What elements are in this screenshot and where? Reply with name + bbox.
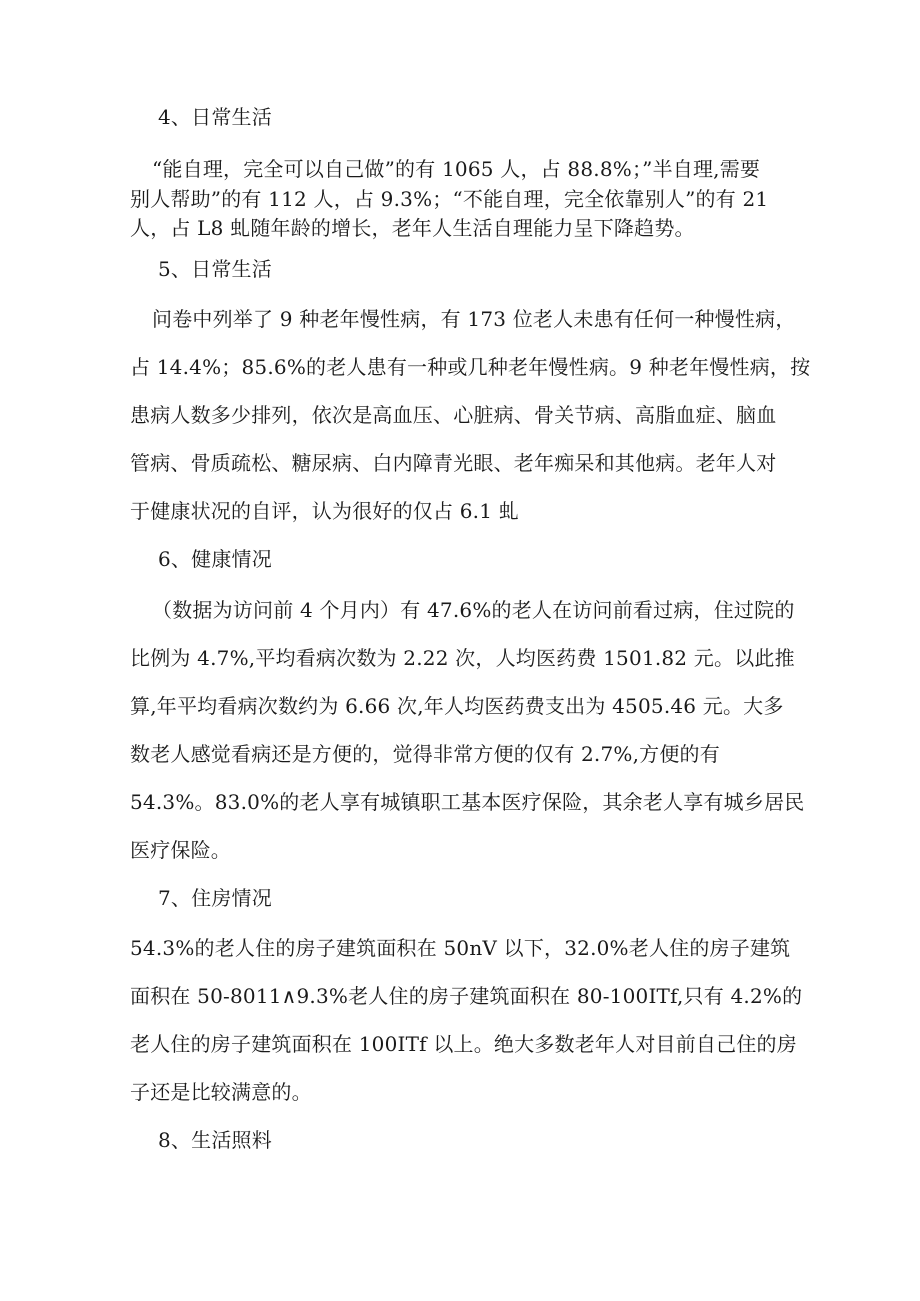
paragraph-line: 医疗保险。 [130, 838, 231, 862]
section-heading-5: 5、日常生活 [158, 257, 272, 281]
section-heading-4: 4、日常生活 [158, 105, 272, 129]
paragraph-line: 54.3%。83.0%的老人享有城镇职工基本医疗保险，其余老人享有城乡居民 [130, 790, 805, 814]
paragraph-line: 算,年平均看病次数约为 6.66 次,年人均医药费支出为 4505.46 元。大多 [130, 694, 784, 718]
paragraph-line: （数据为访问前 4 个月内）有 47.6%的老人在访问前看过病，住过院的 [152, 598, 795, 622]
paragraph-line: 占 14.4%；85.6%的老人患有一种或几种老年慢性病。9 种老年慢性病，按 [130, 355, 811, 379]
section-heading-7: 7、住房情况 [158, 886, 272, 910]
section-heading-6: 6、健康情况 [158, 547, 272, 571]
paragraph-line: 管病、骨质疏松、糖尿病、白内障青光眼、老年痴呆和其他病。老年人对 [130, 451, 777, 475]
paragraph-line: 人，占 L8 虬随年龄的增长，老年人生活自理能力呈下降趋势。 [130, 216, 695, 240]
paragraph-line: 子还是比较满意的。 [130, 1080, 312, 1104]
paragraph-line: 别人帮助”的有 112 人，占 9.3%；“不能自理，完全依靠别人”的有 21 [130, 187, 769, 211]
paragraph-line: 比例为 4.7%,平均看病次数为 2.22 次，人均医药费 1501.82 元。以此推 [130, 646, 795, 670]
paragraph-line: 患病人数多少排列，依次是高血压、心脏病、骨关节病、高脂血症、脑血 [130, 403, 777, 427]
section-heading-8: 8、生活照料 [158, 1128, 272, 1152]
paragraph-line: 老人住的房子建筑面积在 100ITf 以上。绝大多数老年人对目前自己住的房 [130, 1032, 797, 1056]
paragraph-line: 数老人感觉看病还是方便的，觉得非常方便的仅有 2.7%,方便的有 [130, 742, 720, 766]
paragraph-line: 54.3%的老人住的房子建筑面积在 50nV 以下，32.0%老人住的房子建筑 [130, 936, 791, 960]
paragraph-line: 于健康状况的自评，认为很好的仅占 6.1 虬 [130, 499, 519, 523]
paragraph-line: 面积在 50-8011∧9.3%老人住的房子建筑面积在 80-100ITf,只有 4.2%的 [130, 984, 803, 1008]
paragraph-line: 问卷中列举了 9 种老年慢性病，有 173 位老人未患有任何一种慢性病， [152, 307, 796, 331]
paragraph-line: “能自理，完全可以自己做”的有 1065 人，占 88.8%；”半自理,需要 [152, 157, 761, 181]
